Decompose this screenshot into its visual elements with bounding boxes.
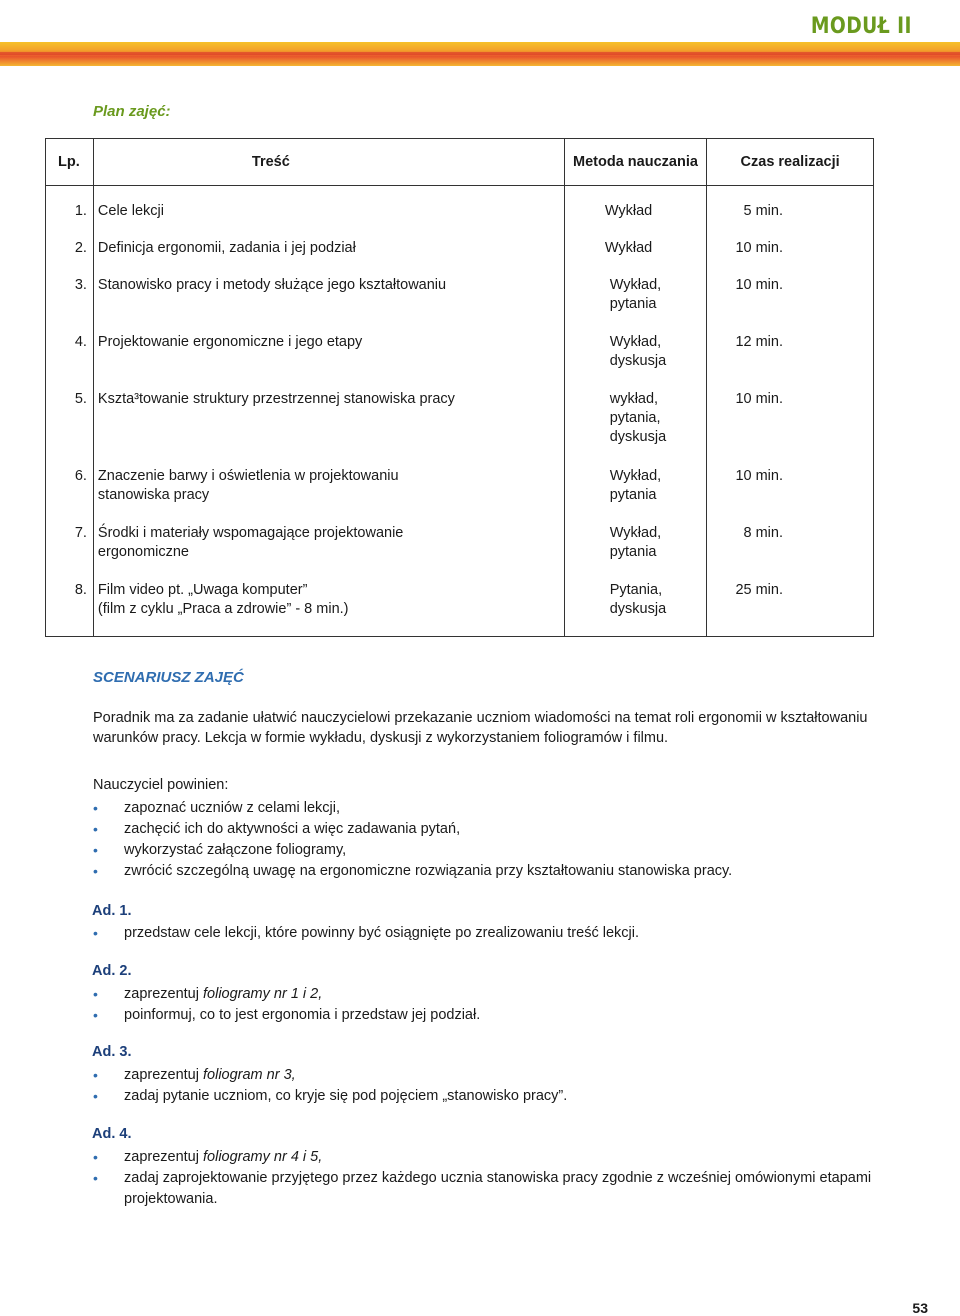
duties-intro: Nauczyciel powinien: bbox=[93, 777, 229, 793]
cell-method bbox=[564, 515, 707, 572]
list-item: • zachęcić ich do aktywności a więc zadawania pytań, bbox=[93, 819, 933, 840]
table-row bbox=[46, 324, 874, 381]
cell-method-line: Wykład bbox=[604, 239, 653, 256]
cell-content-line: Cele lekcji bbox=[97, 203, 165, 219]
cell-method-line: Wykład, bbox=[609, 333, 662, 350]
cell-method-line: pytania, bbox=[609, 409, 661, 426]
plan-title: Plan zajęć: bbox=[93, 103, 171, 120]
table-row bbox=[46, 232, 874, 267]
cell-content bbox=[93, 515, 564, 572]
cell-method bbox=[564, 232, 707, 267]
cell-lp: 1. bbox=[46, 186, 94, 232]
bullet-icon: • bbox=[93, 863, 98, 879]
table-row bbox=[46, 515, 874, 572]
list-item: • zadaj pytanie uczniom, co kryje się pod pojęciem „stanowisko pracy”. bbox=[93, 1086, 933, 1107]
ad-3-list bbox=[93, 1065, 933, 1107]
cell-time: 12 min. bbox=[707, 324, 874, 381]
col-header-lp: Lp. bbox=[46, 139, 94, 186]
bullet-icon: • bbox=[93, 821, 98, 837]
cell-method-line: dyskusja bbox=[609, 600, 667, 617]
bullet-icon: • bbox=[93, 1007, 98, 1023]
cell-method-line: dyskusja bbox=[609, 428, 667, 445]
cell-time: 5 min. bbox=[707, 186, 874, 232]
cell-content bbox=[93, 267, 564, 324]
list-item: • zadaj zaprojektowanie przyjętego przez każdego ucznia stanowiska pracy zgodnie z wcześniej omówionymi etapami projektowania. bbox=[93, 1170, 872, 1207]
bullet-icon: • bbox=[93, 842, 98, 858]
bullet-icon: • bbox=[93, 925, 98, 941]
cell-content bbox=[93, 458, 564, 515]
cell-content bbox=[93, 572, 564, 637]
list-item: • wykorzystać załączone foliogramy, bbox=[93, 840, 933, 861]
cell-method-line: Wykład, bbox=[609, 524, 662, 541]
cell-content-line: ergonomiczne bbox=[97, 543, 189, 560]
bullet-icon: • bbox=[93, 1149, 98, 1165]
plan-table bbox=[45, 138, 874, 637]
cell-lp: 3. bbox=[46, 267, 94, 324]
cell-lp: 2. bbox=[46, 232, 94, 267]
col-header-content: Treść bbox=[93, 139, 564, 186]
ad-3-label: Ad. 3. bbox=[92, 1044, 132, 1060]
ad-2-list bbox=[93, 984, 933, 1026]
bullet-icon: • bbox=[93, 986, 98, 1002]
cell-content-line: Projektowanie ergonomiczne i jego etapy bbox=[97, 333, 363, 350]
bullet-icon: • bbox=[93, 1088, 98, 1104]
list-item: • zaprezentuj foliogramy nr 4 i 5, bbox=[93, 1147, 933, 1168]
page-number: 53 bbox=[912, 1300, 928, 1316]
cell-method-line: pytania bbox=[609, 543, 657, 560]
cell-method bbox=[564, 381, 707, 458]
cell-content-line: (film z cyklu „Praca a zdrowie” - 8 min.) bbox=[97, 600, 349, 617]
list-item: • przedstaw cele lekcji, które powinny być osiągnięte po zrealizowaniu treść lekcji. bbox=[93, 923, 933, 944]
col-header-time: Czas realizacji bbox=[707, 139, 874, 186]
ad-2-label: Ad. 2. bbox=[92, 963, 132, 979]
list-item: • poinformuj, co to jest ergonomia i przedstaw jej podział. bbox=[93, 1005, 933, 1026]
header-band bbox=[0, 42, 960, 66]
cell-time: 8 min. bbox=[707, 515, 874, 572]
plan-table-body bbox=[46, 186, 874, 637]
cell-content bbox=[93, 186, 564, 232]
cell-content bbox=[93, 232, 564, 267]
table-header-row bbox=[46, 139, 874, 186]
ad-1-label: Ad. 1. bbox=[92, 903, 132, 919]
ad-4-list bbox=[93, 1147, 933, 1210]
bullet-icon: • bbox=[93, 1067, 98, 1083]
cell-time: 25 min. bbox=[707, 572, 874, 637]
list-item: • zaprezentuj foliogram nr 3, bbox=[93, 1065, 933, 1086]
cell-method-line: Wykład, bbox=[609, 276, 662, 293]
cell-content-line: stanowiska pracy bbox=[97, 486, 210, 503]
cell-time: 10 min. bbox=[707, 232, 874, 267]
cell-lp: 4. bbox=[46, 324, 94, 381]
bullet-icon: • bbox=[93, 800, 98, 816]
cell-method-line: Pytania, bbox=[609, 581, 663, 598]
ad-4-label: Ad. 4. bbox=[92, 1126, 132, 1142]
cell-content-line: Stanowisko pracy i metody służące jego kształtowaniu bbox=[97, 276, 447, 293]
cell-method-line: wykład, bbox=[609, 390, 659, 407]
list-item: • zapoznać uczniów z celami lekcji, bbox=[93, 798, 933, 819]
scenario-paragraph: Poradnik ma za zadanie ułatwić nauczycielowi przekazanie uczniom wiadomości na temat roli ergonomii w kształtowaniu warunków pracy. Lekcja w formie wykładu, dyskusji z wykorzystaniem foliogramów i filmu. bbox=[93, 710, 868, 746]
ad-1-list bbox=[93, 923, 933, 944]
cell-method bbox=[564, 267, 707, 324]
cell-lp: 7. bbox=[46, 515, 94, 572]
cell-content-line: Kszta³towanie struktury przestrzennej stanowiska pracy bbox=[97, 390, 455, 407]
cell-lp: 6. bbox=[46, 458, 94, 515]
table-row bbox=[46, 381, 874, 458]
list-item: • zaprezentuj foliogramy nr 1 i 2, bbox=[93, 984, 933, 1005]
bullet-icon: • bbox=[93, 1170, 98, 1186]
list-item: • zwrócić szczególną uwagę na ergonomiczne rozwiązania przy kształtowaniu stanowiska pracy. bbox=[93, 861, 933, 882]
cell-lp: 8. bbox=[46, 572, 94, 637]
cell-content-line: Znaczenie barwy i oświetlenia w projektowaniu bbox=[97, 467, 399, 484]
cell-content bbox=[93, 324, 564, 381]
cell-method bbox=[564, 458, 707, 515]
cell-content-line: Film video pt. „Uwaga komputer” bbox=[97, 581, 308, 598]
cell-content-line: Definicja ergonomii, zadania i jej podział bbox=[97, 239, 356, 256]
cell-lp: 5. bbox=[46, 381, 94, 458]
cell-method-line: pytania bbox=[609, 486, 657, 503]
cell-time: 10 min. bbox=[707, 458, 874, 515]
cell-time: 10 min. bbox=[707, 267, 874, 324]
cell-method-line: pytania bbox=[609, 295, 657, 312]
table-row bbox=[46, 572, 874, 637]
table-row bbox=[46, 458, 874, 515]
col-header-method: Metoda nauczania bbox=[564, 139, 707, 186]
cell-content bbox=[93, 381, 564, 458]
scenario-title: SCENARIUSZ ZAJĘĆ bbox=[93, 669, 244, 686]
table-row bbox=[46, 186, 874, 232]
cell-method bbox=[564, 186, 707, 232]
cell-method-line: dyskusja bbox=[609, 352, 667, 369]
cell-time: 10 min. bbox=[707, 381, 874, 458]
cell-method-line: Wykład, bbox=[609, 467, 662, 484]
cell-method-line: Wykład bbox=[604, 203, 653, 219]
cell-content-line: Środki i materiały wspomagające projektowanie bbox=[97, 524, 404, 541]
duties-list bbox=[93, 798, 933, 882]
cell-method bbox=[564, 572, 707, 637]
module-title: MODUŁ II bbox=[810, 14, 912, 39]
table-row bbox=[46, 267, 874, 324]
cell-method bbox=[564, 324, 707, 381]
